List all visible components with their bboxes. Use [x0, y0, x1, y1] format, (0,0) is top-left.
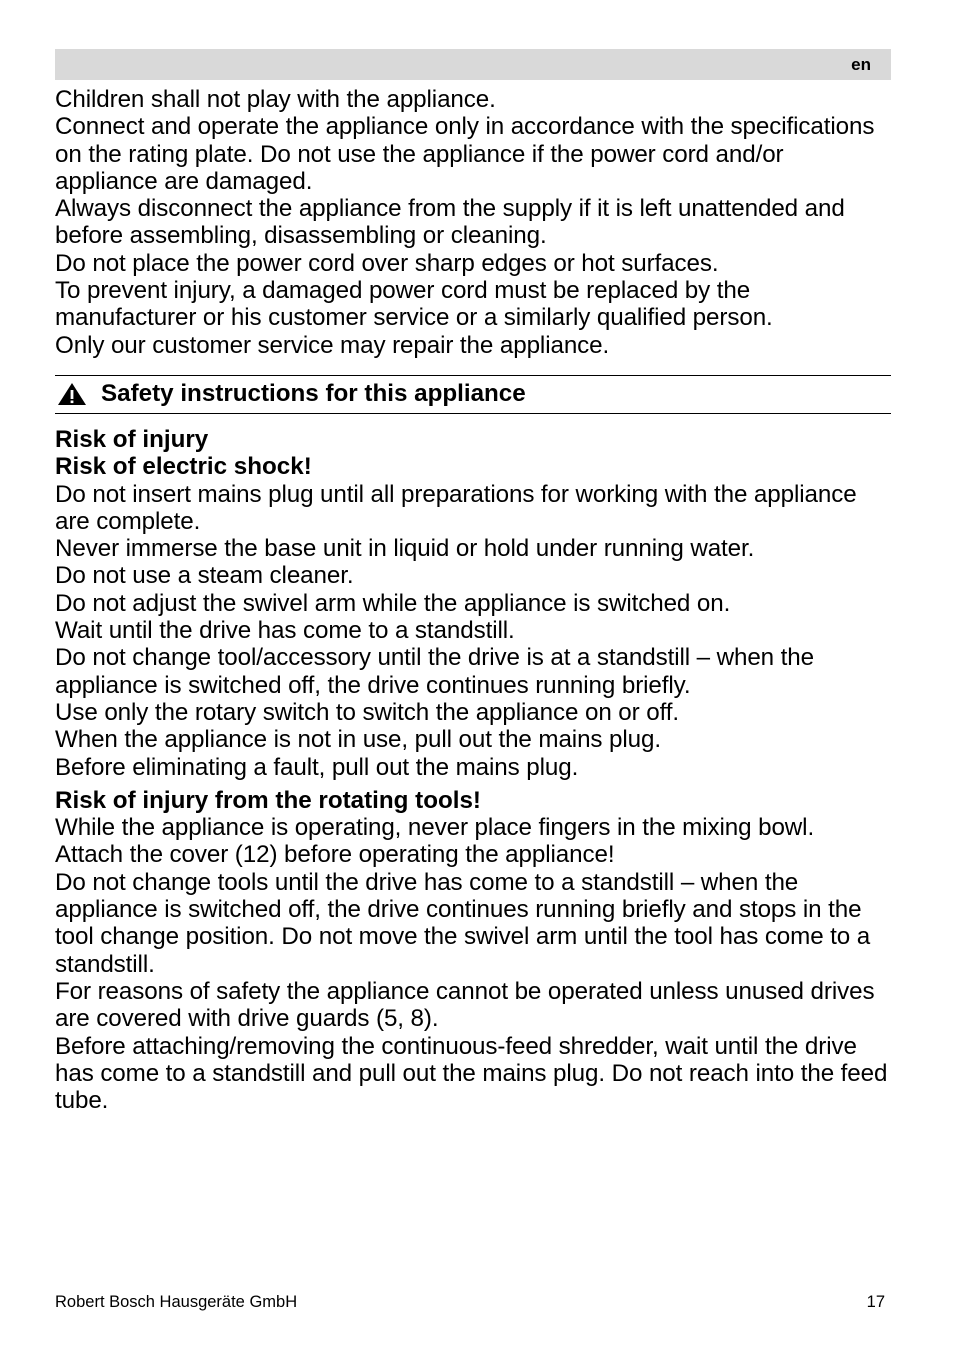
intro-paragraph: Always disconnect the appliance from the supply if it is left unattended and before assembling, disassembling or cleaning. — [55, 195, 845, 250]
intro-text — [55, 86, 891, 359]
risk-injury-heading: Risk of injury — [55, 425, 209, 453]
rotating-paragraph: Before attaching/removing the continuous-feed shredder, wait until the drive has come to a standstill and pull out the mains plug. Do not reach into the feed tube. — [55, 1032, 888, 1115]
rotating-paragraph: Do not change tools until the drive has come to a standstill – when the appliance is switched off, the drive continues running briefly and stops in the tool change position. Do not move the swivel arm until the tool has come to a standstill. — [55, 868, 871, 978]
language-label: en — [851, 55, 871, 74]
page-number: 17 — [866, 1293, 885, 1311]
risk-injury-block — [55, 426, 891, 781]
risk-paragraph: When the appliance is not in use, pull out the mains plug. — [55, 726, 661, 754]
warning-triangle-icon — [56, 382, 88, 406]
risk-paragraph: Before eliminating a fault, pull out the mains plug. — [55, 753, 579, 781]
risk-paragraph: Do not change tool/accessory until the drive is at a standstill – when the appliance is switched off, the drive continues running briefly. — [55, 644, 814, 699]
risk-paragraph: Use only the rotary switch to switch the appliance on or off. — [55, 698, 679, 726]
intro-paragraph: To prevent injury, a damaged power cord must be replaced by the manufacturer or his customer service or a similarly qualified person. — [55, 277, 773, 332]
intro-paragraph: Only our customer service may repair the appliance. — [55, 331, 610, 359]
header-bar — [55, 49, 891, 80]
risk-paragraph: Never immerse the base unit in liquid or hold under running water. — [55, 535, 755, 563]
risk-rotating-block — [55, 787, 891, 1115]
section-title: Safety instructions for this appliance — [101, 380, 526, 408]
page-content — [55, 86, 891, 1114]
intro-paragraph: Do not place the power cord over sharp edges or hot surfaces. — [55, 249, 719, 277]
rotating-paragraph: While the appliance is operating, never place fingers in the mixing bowl. — [55, 814, 815, 842]
footer-company: Robert Bosch Hausgeräte GmbH — [55, 1293, 298, 1311]
rotating-tools-heading: Risk of injury from the rotating tools! — [55, 786, 481, 814]
intro-paragraph: Children shall not play with the appliance. — [55, 86, 496, 113]
risk-paragraph: Do not use a steam cleaner. — [55, 562, 354, 590]
electric-shock-heading: Risk of electric shock! — [55, 453, 312, 481]
risk-paragraph: Wait until the drive has come to a standstill. — [55, 617, 515, 645]
intro-paragraph: Connect and operate the appliance only in accordance with the specifications on the rating plate. Do not use the appliance if the power cord and/or appliance are damaged. — [55, 113, 875, 195]
risk-paragraph: Do not adjust the swivel arm while the appliance is switched on. — [55, 589, 731, 617]
risk-paragraph: Do not insert mains plug until all preparations for working with the appliance are complete. — [55, 480, 857, 535]
rotating-paragraph: For reasons of safety the appliance cannot be operated unless unused drives are covered with drive guards (5, 8). — [55, 977, 875, 1033]
page-footer — [55, 1292, 885, 1312]
section-header — [55, 375, 891, 414]
rotating-paragraph: Attach the cover (12) before operating the appliance! — [55, 841, 615, 869]
